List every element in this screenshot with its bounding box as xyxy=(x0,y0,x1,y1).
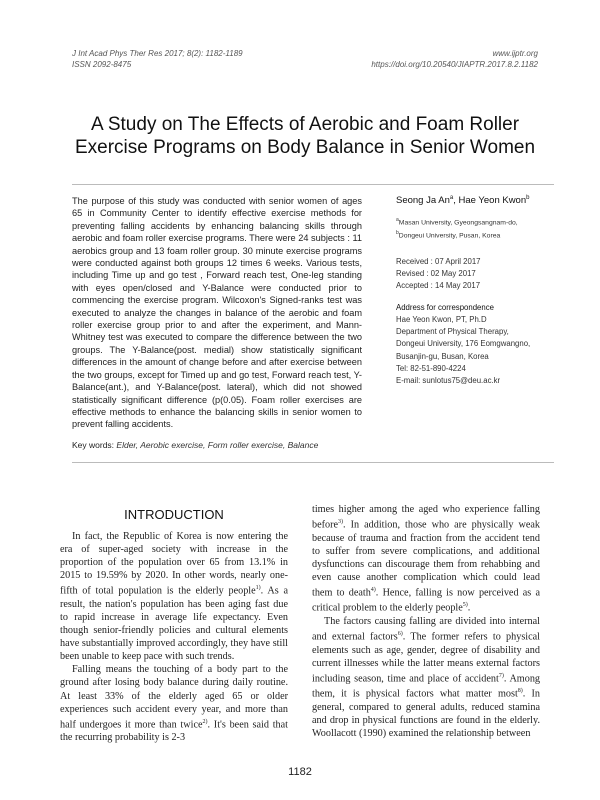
received-date: Received : 07 April 2017 xyxy=(396,256,481,266)
journal-citation: J Int Acad Phys Ther Res 2017; 8(2): 1182-1189 xyxy=(72,49,243,58)
keywords-label: Key words: xyxy=(72,440,115,450)
introduction-heading: INTRODUCTION xyxy=(124,507,224,522)
citation-ref: 8) xyxy=(517,688,523,695)
top-divider xyxy=(72,184,554,185)
article-info xyxy=(396,195,554,387)
article-title xyxy=(70,113,540,159)
title-line-2: Exercise Programs on Body Balance in Senior Women xyxy=(74,137,536,158)
bottom-divider xyxy=(72,462,554,463)
keywords xyxy=(72,440,318,450)
affiliation-a: $^a$Masan University, Gyeongsangnam-do, xyxy=(396,217,518,227)
website-link[interactable]: www.ijptr.org xyxy=(492,49,538,58)
correspondence-email[interactable]: E-mail: sunlotus75@deu.ac.kr xyxy=(396,375,501,385)
paragraph: The factors causing falling are divided into internal and external factors$^{6)}$. The former refers to physical elements such as age, gender, degree of disability and current illnesses while the latter means external factors including season, time and place of accident$^{7)}$. Among them, it is physical factors what matter most$^{8)}$. In general, compared to general adults, reduced stamina and drop in physical functions are found in the elderly. Woollacott (1990) examined the relationship between xyxy=(312,615,541,739)
citation-ref: 2) xyxy=(202,718,208,725)
author-2: Hae Yeon Kwon xyxy=(458,195,527,207)
affiliation-b: $^b$Dongeui University, Pusan, Korea xyxy=(396,230,501,240)
correspondence-line: Department of Physical Therapy, xyxy=(396,327,509,337)
journal-header xyxy=(72,48,243,70)
revised-date: Revised : 02 May 2017 xyxy=(396,268,476,278)
author-1-sup: a xyxy=(449,195,454,201)
issn: ISSN 2092-8475 xyxy=(72,60,132,69)
abstract: The purpose of this study was conducted with senior women of ages 65 in Community Center to identify effective exercise methods for preventing falling accidents by enhancing balancing skills through aerobic and foam roller exercise programs. There were 24 subjects : 11 aerobics group and 13 foam roller group. 30 minute exercise programs were conducted against both groups 12 times 6 weeks. Various tests, including Time up and go test , Forward reach test, One-leg standing with eyes open/closed and Y-Balance were conducted prior to commencing the exercise program. Wilcoxon's Signed-ranks test was executed to analyze the changes in balance of the aerobic and foam roller exercise group prior to and after the experiment, and Mann-Whitney test was executed to compare the difference between the two groups. The Y-Balance(post. medial) show statistically significant differences in the amount of change before and after exercise between the two groups, except for Timed up and go test, Forward reach test, Y-Balance(ant.), and Y-Balance(post. lateral), which did not showed statistically significant difference (p(0.05). Foam roller exercises are effective methods to enhance the balancing skills in senior women to prevent falling accidents. xyxy=(72,196,362,430)
page-number: 1182 xyxy=(288,766,312,778)
citation-ref: 7) xyxy=(498,672,504,679)
doi-link[interactable]: https://doi.org/10.20540/JIAPTR.2017.8.2.1182 xyxy=(371,60,538,69)
author-2-sup: b xyxy=(526,195,530,201)
keywords-value: Elder, Aerobic exercise, Form roller exercise, Balance xyxy=(116,440,319,450)
journal-links xyxy=(371,48,538,70)
correspondence-line: Dongeui University, 176 Eomgwangno, xyxy=(396,339,531,349)
paragraph: In fact, the Republic of Korea is now entering the era of super-aged society with increase in the proportion of the population over 65 from 13.1% in 2015 to 19.59% by 2020. In other words, nearly one-fifth of total population is the elderly people$^{1)}$. As a result, the nation's population has been aging fast due to rapid increase in average life expectancy. Even though senior-friendly policies and cultural elements have substantially improved accordingly, they have still been unable to keep pace with such trends. xyxy=(60,531,289,663)
authors: Seong Ja An$^a$, Hae Yeon Kwon$^b$ xyxy=(396,195,530,207)
title-line-1: A Study on The Effects of Aerobic and Foam Roller xyxy=(90,114,520,135)
correspondence xyxy=(396,302,554,387)
citation-ref: 5) xyxy=(462,602,468,609)
citation-ref: 6) xyxy=(397,631,403,638)
author-1: Seong Ja An xyxy=(396,195,450,207)
correspondence-phone: Tel: 82-51-890-4224 xyxy=(396,363,466,373)
citation-ref: 1) xyxy=(255,585,261,592)
correspondence-line: Busanjin-gu, Busan, Korea xyxy=(396,351,489,361)
article-dates xyxy=(396,256,554,292)
accepted-date: Accepted : 14 May 2017 xyxy=(396,280,481,290)
left-column xyxy=(60,530,288,744)
citation-ref: 4) xyxy=(370,586,376,593)
paragraph: times higher among the aged who experience falling before$^{3)}$. In addition, those who are physically weak because of trauma and fraction from the accident tend to suffer from severe complications, and additional dysfunctions can discourage them from rehabbing and even cause another complication which could lead them to death$^{4)}$. Hence, falling is now perceived as a critical problem to the elderly people$^{5)}$. xyxy=(312,504,540,614)
correspondence-heading: Address for correspondence xyxy=(396,302,494,312)
right-column xyxy=(312,503,540,740)
correspondence-line: Hae Yeon Kwon, PT, Ph.D xyxy=(396,314,487,324)
citation-ref: 3) xyxy=(338,519,344,526)
paragraph: Falling means the touching of a body part to the ground after losing body balance during daily routine. At least 33% of the elderly aged 65 or older experiences such accident every year, and more than half undergoes it more than twice$^{2)}$. It's been said that the recurring probability is 2-3 xyxy=(60,664,289,744)
